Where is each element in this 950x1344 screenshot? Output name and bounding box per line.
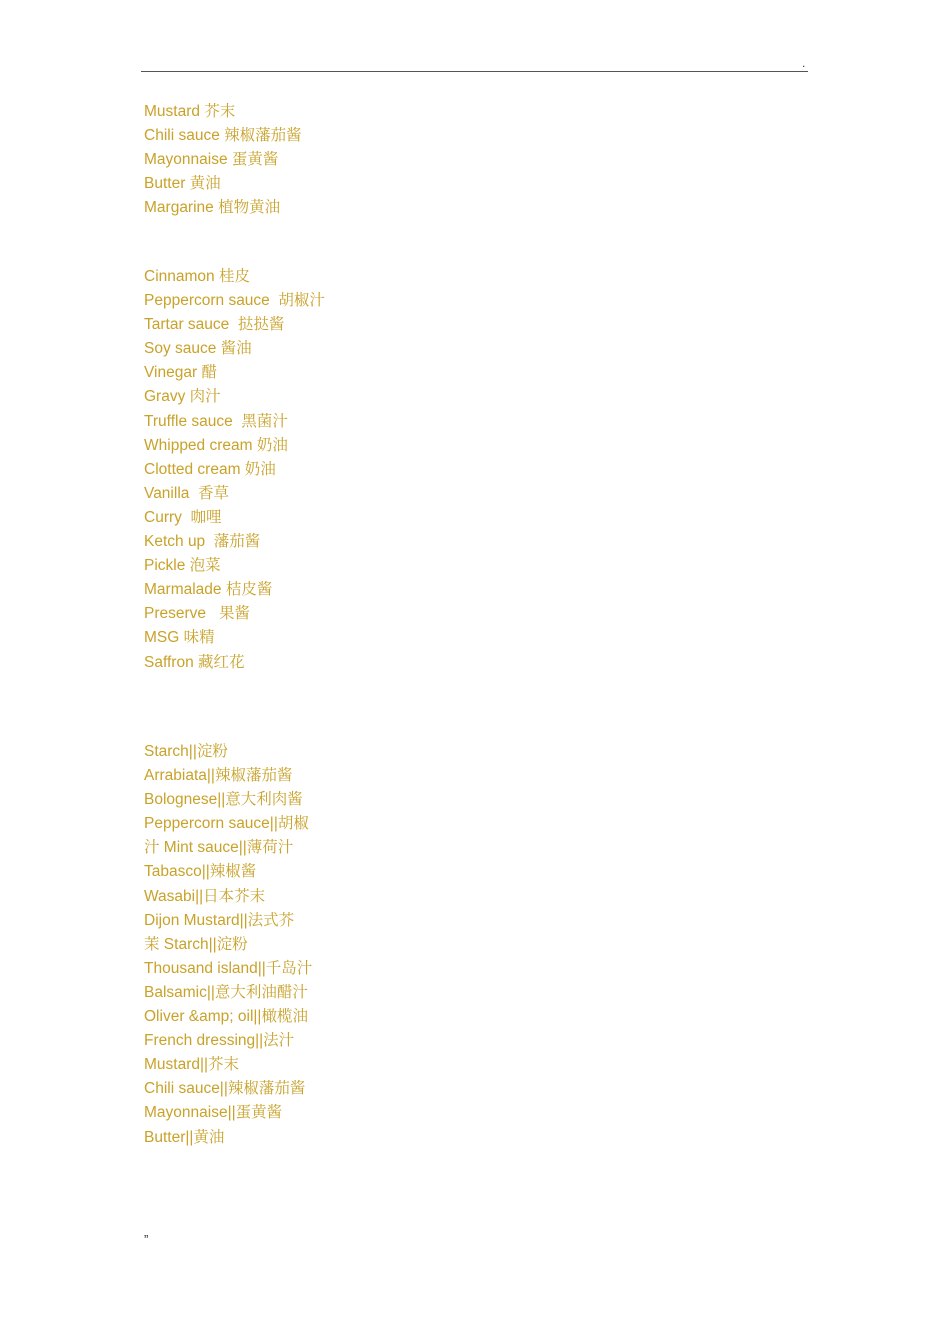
list-item: Truffle sauce 黑菌汁 xyxy=(144,412,288,430)
list-item: Margarine 植物黄油 xyxy=(144,199,281,217)
footer-mark: ” xyxy=(144,1232,149,1247)
header-mark: . xyxy=(802,56,806,70)
list-item: Wasabi||日本芥末 xyxy=(144,887,266,905)
list-item: Soy sauce 酱油 xyxy=(144,340,252,358)
list-item: Mayonnaise||蛋黄酱 xyxy=(144,1104,283,1122)
list-item: Tabasco||辣椒酱 xyxy=(144,863,257,881)
list-item: Saffron 藏红花 xyxy=(144,653,245,671)
list-item: Butter||黄油 xyxy=(144,1128,225,1146)
list-item: Mustard||芥末 xyxy=(144,1056,240,1074)
list-item: French dressing||法汁 xyxy=(144,1032,295,1050)
header-rule xyxy=(141,71,808,72)
list-item: Chili sauce 辣椒藩茄酱 xyxy=(144,127,302,145)
list-item: Thousand island||千岛汁 xyxy=(144,959,313,977)
list-item: Cinnamon 桂皮 xyxy=(144,268,250,285)
list-item: Vinegar 醋 xyxy=(144,364,217,382)
list-item: Balsamic||意大利油醋汁 xyxy=(144,983,308,1001)
list-item: Marmalade 桔皮酱 xyxy=(144,581,273,599)
list-item: Peppercorn sauce||胡椒 xyxy=(144,815,309,833)
section-dressings xyxy=(144,740,312,1150)
list-item: Pickle 泡菜 xyxy=(144,557,221,575)
list-item: Bolognese||意大利肉酱 xyxy=(144,791,303,809)
list-item: Ketch up 藩茄酱 xyxy=(144,533,261,551)
list-item: Vanilla 香草 xyxy=(144,484,229,502)
list-item: Dijon Mustard||法式芥 xyxy=(144,911,295,929)
list-item: Clotted cream 奶油 xyxy=(144,460,276,478)
list-item: Preserve 果酱 xyxy=(144,605,250,623)
list-item: Tartar sauce 挞挞酱 xyxy=(144,316,285,334)
list-item: Mustard 芥末 xyxy=(144,103,236,120)
section-condiments xyxy=(144,100,302,220)
list-item: Gravy 肉汁 xyxy=(144,388,221,406)
list-item: Oliver &amp; oil||橄榄油 xyxy=(144,1008,308,1026)
list-item: Mayonnaise 蛋黄酱 xyxy=(144,151,279,169)
list-item: 汁 Mint sauce||薄荷汁 xyxy=(144,839,294,857)
list-item: Curry 咖哩 xyxy=(144,508,222,526)
section-spices-sauces xyxy=(144,265,325,675)
list-item: 茉 Starch||淀粉 xyxy=(144,935,248,953)
list-item: MSG 味精 xyxy=(144,629,215,647)
list-item: Chili sauce||辣椒藩茄酱 xyxy=(144,1080,306,1098)
list-item: Whipped cream 奶油 xyxy=(144,436,288,454)
list-item: Arrabiata||辣椒藩茄酱 xyxy=(144,767,293,785)
list-item: Peppercorn sauce 胡椒汁 xyxy=(144,292,325,310)
list-item: Butter 黄油 xyxy=(144,175,221,193)
list-item: Starch||淀粉 xyxy=(144,743,228,760)
